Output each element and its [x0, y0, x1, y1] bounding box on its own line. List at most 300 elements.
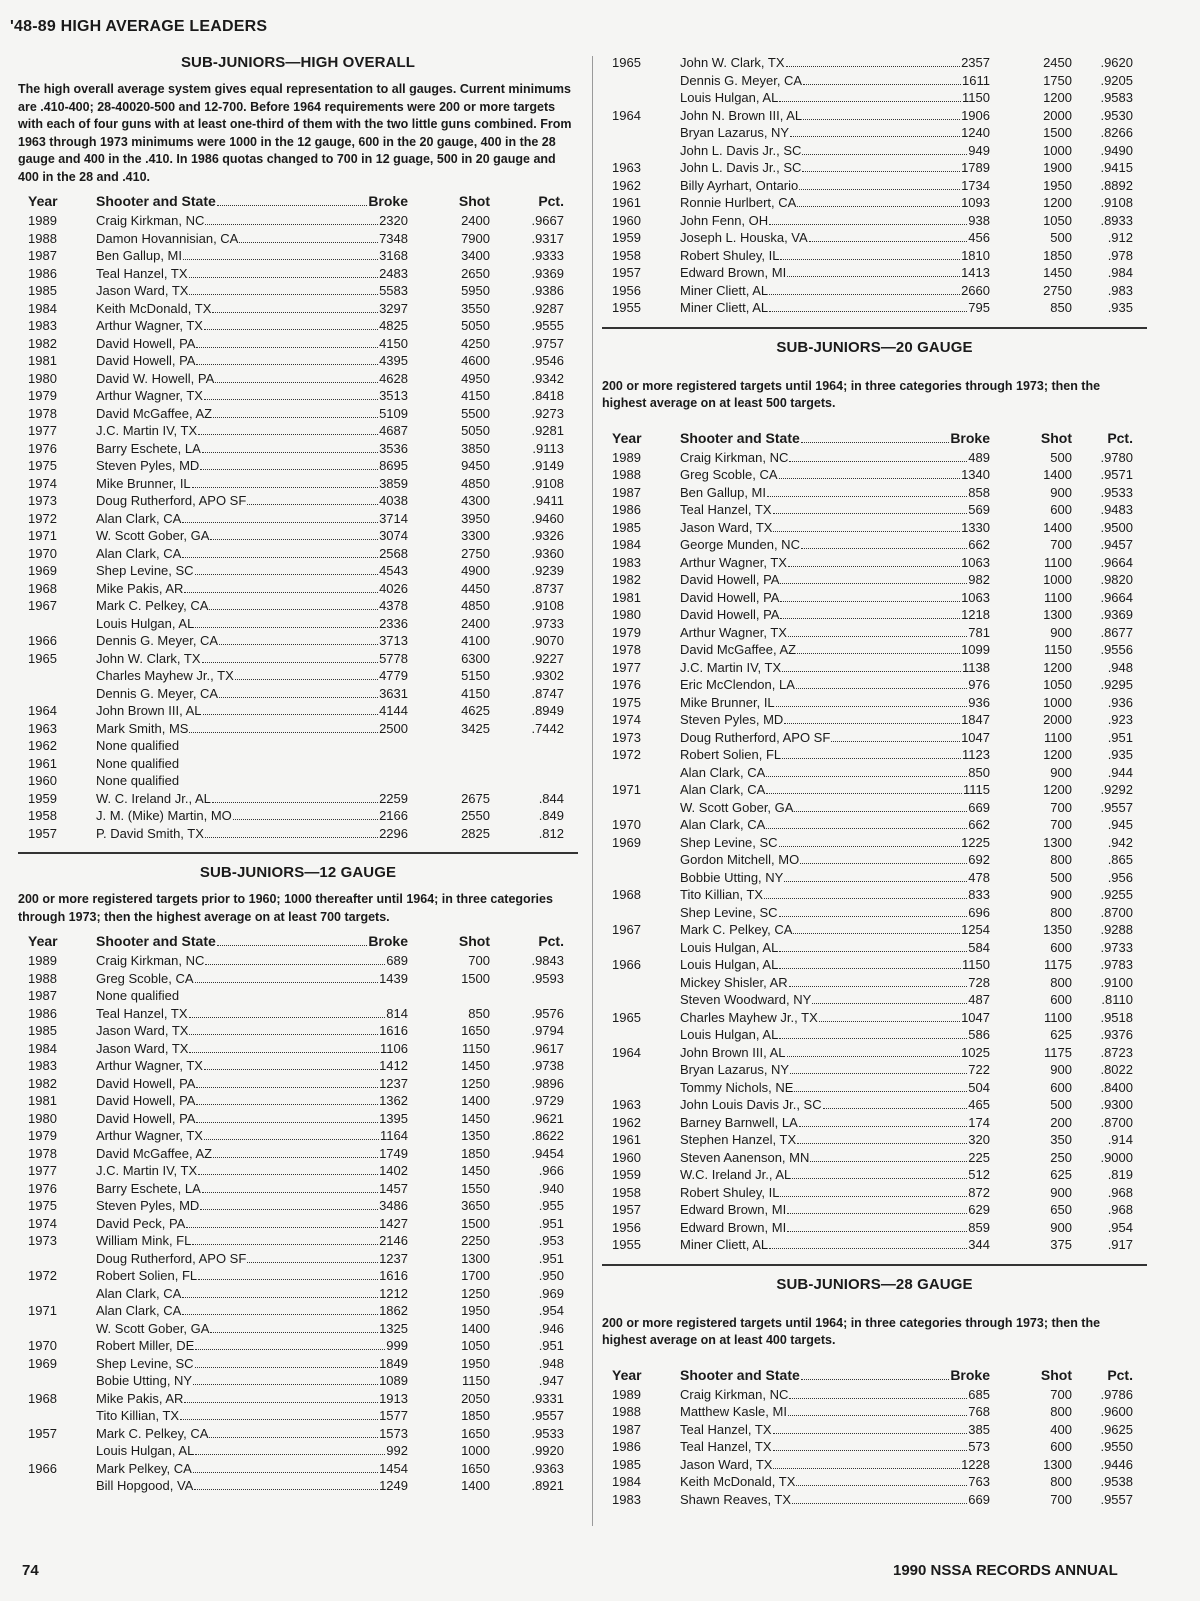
- cell-pct: .955: [538, 1198, 564, 1213]
- cell-shooter: [96, 597, 408, 615]
- cell-shooter: [96, 562, 408, 580]
- leader-dots: [213, 1146, 378, 1158]
- leader-dots: [198, 423, 378, 435]
- table-row: [602, 1009, 1147, 1027]
- cell-shot: 1350: [461, 1128, 490, 1143]
- cell-shooter-name: Mark C. Pelkey, CA: [96, 1425, 209, 1441]
- leader-dots: [789, 975, 968, 987]
- records-body: [602, 1386, 1147, 1509]
- cell-shooter: [680, 536, 990, 554]
- cell-year: 1984: [28, 300, 57, 316]
- table-row: [18, 580, 578, 598]
- cell-broke: 872: [968, 1184, 990, 1200]
- table-row: [602, 1184, 1147, 1202]
- cell-year: 1987: [612, 484, 641, 500]
- cell-broke: 976: [968, 677, 990, 692]
- cell-shooter-name: Alan Clark, CA: [96, 1285, 182, 1301]
- cell-shooter-name: Keith McDonald, TX: [96, 300, 212, 316]
- cell-shooter-name: Alan Clark, CA: [96, 510, 182, 526]
- cell-shooter-name: J.C. Martin IV, TX: [680, 659, 782, 675]
- cell-pct: .9287: [531, 300, 564, 316]
- cell-broke: 858: [968, 484, 990, 500]
- cell-shot: 4250: [461, 335, 490, 351]
- table-row: [602, 89, 1147, 107]
- cell-shooter: [96, 772, 408, 790]
- leader-dots: [799, 1115, 968, 1127]
- cell-pct: [504, 987, 578, 1005]
- cell-broke: 3513: [379, 388, 408, 403]
- cell-year: [18, 667, 96, 685]
- cell-shooter-name: Alan Clark, CA: [680, 817, 766, 832]
- cell-broke: 7348: [379, 230, 408, 246]
- cell-broke: 982: [968, 572, 990, 587]
- leader-dots: [788, 625, 967, 637]
- table-row: [18, 1232, 578, 1250]
- cell-year: 1974: [28, 475, 57, 491]
- cell-shot: [408, 737, 504, 755]
- leader-dots: [766, 765, 967, 777]
- table-row: [602, 624, 1147, 642]
- cell-shot: 2400: [461, 213, 490, 228]
- leader-dots: [769, 283, 960, 295]
- table-row: [18, 335, 578, 353]
- cell-broke: 669: [968, 1491, 990, 1507]
- cell-year: 1978: [28, 1145, 57, 1161]
- table-row: [18, 230, 578, 248]
- cell-shooter: [680, 1184, 990, 1202]
- cell-broke: 692: [968, 852, 990, 867]
- col-header-shooter: Shooter and State: [96, 193, 216, 209]
- table-row: [602, 484, 1147, 502]
- leader-dots: [784, 712, 960, 724]
- cell-pct: .951: [1107, 729, 1133, 745]
- cell-pct: .9302: [531, 668, 564, 683]
- cell-shooter-name: David Howell, PA: [96, 1093, 196, 1108]
- leader-dots: [819, 1010, 960, 1022]
- col-header-shot: Shot: [458, 933, 490, 949]
- cell-shot: 1650: [461, 1023, 490, 1038]
- cell-shooter: [96, 527, 408, 545]
- cell-shot: 625: [1050, 1167, 1072, 1182]
- table-row: [602, 921, 1147, 939]
- leader-dots: [764, 887, 967, 899]
- col-header-pct: Pct.: [1107, 429, 1133, 446]
- leader-dots: [189, 283, 378, 295]
- cell-pct: .9331: [531, 1390, 564, 1406]
- cell-shooter: [96, 720, 408, 738]
- leader-dots: [797, 642, 960, 654]
- cell-year: 1972: [28, 1268, 57, 1283]
- cell-year: [602, 1061, 680, 1079]
- cell-broke: 859: [968, 1219, 990, 1235]
- cell-broke: 4395: [379, 353, 408, 368]
- table-row: [602, 816, 1147, 834]
- leader-dots: [779, 467, 961, 479]
- records-body: [18, 212, 578, 842]
- cell-year: 1973: [612, 729, 641, 745]
- cell-shot: 6300: [461, 650, 490, 666]
- cell-pct: .9460: [531, 510, 564, 526]
- cell-pct: .983: [1107, 282, 1133, 298]
- col-header-year: Year: [28, 933, 58, 949]
- leader-dots: [205, 826, 378, 838]
- cell-pct: .946: [538, 1320, 564, 1336]
- cell-pct: .9550: [1100, 1439, 1133, 1454]
- cell-shot: 4150: [461, 685, 490, 701]
- cell-broke: 487: [968, 992, 990, 1007]
- cell-year: 1965: [28, 650, 57, 666]
- cell-pct: .9546: [531, 353, 564, 368]
- cell-pct: .8110: [1101, 992, 1133, 1007]
- leader-dots: [799, 178, 960, 190]
- records-table: [602, 429, 1147, 1254]
- leader-dots: [195, 616, 378, 628]
- table-row: [18, 1092, 578, 1110]
- table-row: [18, 527, 578, 545]
- table-row: [18, 440, 578, 458]
- cell-shooter-name: W. Scott Gober, GA: [680, 799, 794, 815]
- cell-pct: .942: [1107, 834, 1133, 850]
- cell-broke: 1849: [379, 1355, 408, 1371]
- table-row: [602, 869, 1147, 887]
- cell-shooter: [96, 1442, 408, 1460]
- cell-year: 1964: [612, 1044, 641, 1060]
- cell-pct: .9255: [1100, 887, 1133, 902]
- cell-shot: 1000: [1043, 572, 1072, 587]
- cell-year: 1974: [612, 712, 641, 727]
- cell-broke: 1789: [961, 160, 990, 175]
- table-row: [18, 1127, 578, 1145]
- cell-broke: 1225: [961, 834, 990, 850]
- cell-broke: 1913: [379, 1390, 408, 1406]
- cell-shot: 850: [1050, 300, 1072, 315]
- cell-year: 1982: [28, 335, 57, 351]
- cell-shooter: [680, 676, 990, 694]
- cell-shooter-name: Dennis G. Meyer, CA: [96, 685, 219, 701]
- cell-shooter-name: Doug Rutherford, APO SF: [680, 729, 831, 745]
- leader-dots: [219, 686, 378, 698]
- cell-pct: .8892: [1100, 177, 1133, 193]
- cell-broke: 3168: [379, 248, 408, 263]
- table-header-row: [18, 932, 578, 952]
- cell-broke: 456: [968, 230, 990, 245]
- cell-shot: 1300: [1043, 607, 1072, 622]
- cell-shooter-name: Teal Hanzel, TX: [96, 265, 188, 281]
- leader-dots: [789, 450, 967, 462]
- table-row: [602, 1403, 1147, 1421]
- leader-dots: [773, 502, 968, 514]
- cell-year: [602, 974, 680, 992]
- cell-shot: 1150: [462, 1373, 490, 1388]
- leader-dots: [210, 528, 378, 540]
- cell-pct: .8700: [1100, 1114, 1133, 1130]
- cell-year: 1960: [28, 773, 57, 788]
- cell-broke: 4144: [379, 703, 408, 718]
- cell-shooter-name: P. David Smith, TX: [96, 825, 204, 841]
- cell-year: 1975: [612, 694, 641, 710]
- cell-shot: 3850: [461, 440, 490, 456]
- cell-pct: .9576: [531, 1005, 564, 1021]
- cell-shooter: [96, 970, 408, 988]
- cell-shot: 5050: [461, 423, 490, 438]
- cell-shooter: [680, 1473, 990, 1491]
- cell-pct: .8622: [531, 1128, 564, 1143]
- leader-dots: [788, 1404, 967, 1416]
- cell-shot: 7900: [461, 230, 490, 246]
- cell-shot: [408, 772, 504, 790]
- cell-broke: 5109: [379, 405, 408, 421]
- cell-shot: 1200: [1043, 782, 1072, 797]
- leader-dots: [787, 1220, 967, 1232]
- cell-shooter-name: Alan Clark, CA: [680, 782, 766, 797]
- cell-shooter-name: John W. Clark, TX: [96, 650, 201, 666]
- cell-shooter: [96, 1285, 408, 1303]
- cell-pct: .9108: [531, 475, 564, 491]
- col-header-year: Year: [612, 1366, 642, 1383]
- cell-shooter: [96, 987, 408, 1005]
- cell-shooter-name: Mike Pakis, AR: [96, 580, 184, 596]
- table-row: [602, 1219, 1147, 1237]
- cell-shooter: [680, 589, 990, 607]
- cell-shot: 9450: [461, 458, 490, 473]
- cell-broke: 5778: [379, 650, 408, 666]
- leader-dots: [210, 1321, 378, 1333]
- cell-pct: .948: [1107, 659, 1133, 675]
- table-row: [602, 589, 1147, 607]
- cell-shooter-name: Tito Killian, TX: [96, 1408, 180, 1423]
- leader-dots: [782, 660, 961, 672]
- table-row: [18, 1145, 578, 1163]
- cell-shooter-name: David Howell, PA: [680, 589, 780, 605]
- cell-year: 1966: [612, 957, 641, 972]
- cell-broke: 685: [968, 1386, 990, 1402]
- cell-year: 1976: [612, 677, 641, 692]
- cell-pct: .819: [1107, 1167, 1133, 1182]
- cell-year: 1986: [28, 1005, 57, 1021]
- section-28-gauge: [602, 1276, 1147, 1509]
- cell-pct: .8747: [531, 685, 564, 701]
- cell-year: [602, 1026, 680, 1044]
- leader-dots: [198, 1163, 378, 1175]
- cell-broke: 2320: [379, 213, 408, 228]
- cell-year: [18, 1285, 96, 1303]
- cell-broke: 722: [968, 1062, 990, 1077]
- cell-shooter: [680, 1438, 990, 1456]
- table-row: [602, 781, 1147, 799]
- cell-shooter: [96, 1407, 408, 1425]
- cell-broke: 1427: [379, 1215, 408, 1231]
- table-row: [602, 851, 1147, 869]
- cell-year: 1957: [612, 265, 641, 280]
- cell-year: 1968: [612, 887, 641, 902]
- cell-shot: 4625: [461, 703, 490, 718]
- leader-dots: [800, 852, 967, 864]
- cell-shot: 1450: [1043, 265, 1072, 280]
- leader-dots: [769, 213, 967, 225]
- cell-shot: 4300: [461, 493, 490, 508]
- table-row: [18, 632, 578, 650]
- cell-shot: 350: [1050, 1132, 1072, 1147]
- table-row: [602, 177, 1147, 195]
- cell-year: 1976: [28, 1180, 57, 1196]
- leader-dots: [792, 1492, 967, 1504]
- cell-shot: 1750: [1043, 72, 1072, 88]
- cell-year: [602, 991, 680, 1009]
- leader-dots: [779, 835, 961, 847]
- col-header-year: Year: [612, 429, 642, 446]
- cell-shooter-name: Robert Miller, DE: [96, 1338, 195, 1353]
- leader-dots: [189, 721, 378, 733]
- leader-dots: [802, 160, 960, 172]
- leader-dots: [183, 248, 378, 260]
- cell-year: [602, 124, 680, 142]
- cell-shooter: [680, 1491, 990, 1509]
- cell-year: 1963: [612, 160, 641, 175]
- leader-dots: [790, 1062, 967, 1074]
- cell-shooter-name: David McGaffee, AZ: [96, 405, 213, 421]
- cell-shooter-name: Bryan Lazarus, NY: [680, 125, 790, 140]
- cell-broke: 2296: [379, 825, 408, 841]
- cell-year: 1973: [28, 493, 57, 508]
- cell-year: 1980: [28, 1110, 57, 1126]
- col-header-broke: Broke: [368, 193, 408, 209]
- table-row: [18, 1390, 578, 1408]
- leader-dots: [196, 1111, 378, 1123]
- cell-pct: .945: [1107, 817, 1133, 832]
- cell-shooter: [96, 1390, 408, 1408]
- leader-dots: [200, 458, 378, 470]
- cell-shooter: [96, 1460, 408, 1478]
- cell-year: 1969: [28, 563, 57, 578]
- table-row: [18, 1215, 578, 1233]
- table-row: [18, 1180, 578, 1198]
- cell-shot: 375: [1050, 1237, 1072, 1252]
- cell-broke: 1362: [379, 1093, 408, 1108]
- cell-pct: .9896: [531, 1075, 564, 1091]
- cell-pct: .9288: [1100, 922, 1133, 937]
- table-row: [18, 1110, 578, 1128]
- cell-shooter: [680, 1219, 990, 1237]
- cell-shooter: [680, 746, 990, 764]
- cell-shooter-name: Jason Ward, TX: [96, 283, 189, 298]
- cell-shooter: [96, 1075, 408, 1093]
- cell-year: 1989: [28, 953, 57, 968]
- cell-pct: .812: [538, 825, 564, 841]
- table-row: [602, 1044, 1147, 1062]
- cell-shooter-name: Edward Brown, MI: [680, 1202, 787, 1217]
- cell-shooter-name: Robert Solien, FL: [96, 1268, 198, 1283]
- cell-shooter-name: Shep Levine, SC: [680, 904, 778, 920]
- cell-year: 1989: [612, 1386, 641, 1402]
- cell-shooter: [680, 1456, 990, 1474]
- cell-broke: 3714: [379, 510, 408, 526]
- cell-shooter-name: Louis Hulgan, AL: [680, 90, 779, 105]
- cell-year: 1970: [28, 1338, 57, 1353]
- publication-title: 1990 NSSA RECORDS ANNUAL: [893, 1562, 1118, 1579]
- cell-pct: .9376: [1100, 1027, 1133, 1042]
- table-row: [602, 1201, 1147, 1219]
- cell-shooter-name: David W. Howell, PA: [96, 370, 215, 386]
- cell-pct: .8266: [1100, 125, 1133, 140]
- records-table: [18, 932, 578, 1495]
- cell-year: 1980: [28, 370, 57, 386]
- col-header-shooter: Shooter and State: [680, 1366, 800, 1383]
- cell-pct: .9820: [1100, 572, 1133, 587]
- cell-shot: 1100: [1044, 1009, 1072, 1025]
- cell-shooter-name: David McGaffee, AZ: [680, 642, 797, 657]
- cell-year: 1983: [28, 318, 57, 333]
- leader-dots: [794, 1080, 967, 1092]
- section-note: 200 or more registered targets until 1964; in three categories through 1973; then the highest average on at least 400 targets.: [602, 1315, 1101, 1347]
- cell-year: [602, 904, 680, 922]
- cell-shooter-name: Jason Ward, TX: [680, 519, 773, 535]
- cell-year: 1985: [612, 1456, 641, 1472]
- cell-year: [602, 869, 680, 887]
- cell-shooter-name: Ben Gallup, MI: [96, 248, 182, 263]
- cell-pct: .9667: [531, 213, 564, 228]
- table-row: [602, 1386, 1147, 1404]
- cell-shooter-name: David McGaffee, AZ: [96, 1145, 213, 1161]
- table-row: [602, 299, 1147, 317]
- cell-pct: .935: [1107, 747, 1133, 762]
- cell-shot: 1300: [1043, 834, 1072, 850]
- cell-year: 1969: [28, 1355, 57, 1371]
- cell-year: 1977: [28, 1163, 57, 1178]
- table-row: [18, 562, 578, 580]
- leader-dots: [792, 1167, 967, 1179]
- cell-shooter: [680, 886, 990, 904]
- cell-broke: 586: [968, 1027, 990, 1042]
- cell-shooter: [680, 1236, 990, 1254]
- table-row: [18, 370, 578, 388]
- table-row: [18, 457, 578, 475]
- cell-broke: 1150: [962, 957, 990, 972]
- cell-shooter-name: Teal Hanzel, TX: [680, 1439, 772, 1454]
- cell-broke: 1573: [379, 1425, 408, 1441]
- cell-shot: 800: [1050, 1474, 1072, 1489]
- table-row: [602, 194, 1147, 212]
- leader-dots: [195, 971, 379, 983]
- leader-dots: [205, 213, 378, 225]
- cell-shooter-name: David Peck, PA: [96, 1215, 186, 1231]
- cell-broke: 662: [968, 817, 990, 832]
- cell-broke: 225: [968, 1149, 990, 1165]
- table-row: [602, 212, 1147, 230]
- records-table: [602, 1366, 1147, 1509]
- leader-dots: [779, 957, 961, 969]
- cell-pct: .978: [1107, 247, 1133, 263]
- cell-shot: 1100: [1044, 589, 1072, 605]
- cell-shot: 900: [1050, 1184, 1072, 1200]
- cell-shooter: [680, 72, 990, 90]
- cell-shooter-name: None qualified: [96, 773, 180, 788]
- cell-broke: 1164: [380, 1128, 408, 1143]
- table-row: [18, 510, 578, 528]
- leader-dots: [212, 791, 378, 803]
- cell-shot: 3650: [461, 1198, 490, 1213]
- leader-dots: [803, 108, 960, 120]
- cell-year: 1978: [28, 405, 57, 421]
- cell-shooter: [96, 632, 408, 650]
- table-row: [18, 282, 578, 300]
- table-row: [602, 554, 1147, 572]
- cell-shooter-name: Teal Hanzel, TX: [680, 502, 772, 517]
- cell-shooter: [680, 1009, 990, 1027]
- table-row: [602, 229, 1147, 247]
- cell-pct: .956: [1107, 869, 1133, 885]
- table-row: [602, 264, 1147, 282]
- cell-year: [602, 939, 680, 957]
